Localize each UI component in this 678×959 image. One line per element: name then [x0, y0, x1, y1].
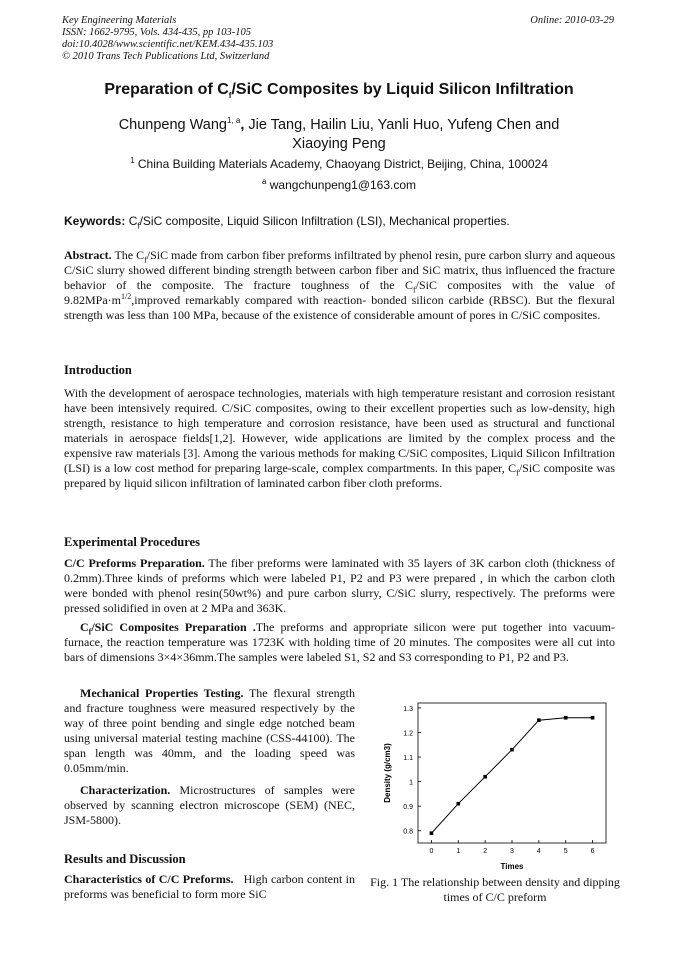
x-tick-label: 0: [429, 848, 434, 855]
abstract-label: Abstract.: [64, 248, 112, 262]
data-point: [483, 775, 487, 779]
affiliation-text: China Building Materials Academy, Chaoyang District, Beijing, China, 100024: [137, 157, 548, 171]
density-chart: [368, 695, 618, 875]
data-point: [564, 716, 568, 720]
cc-preforms-label: C/C Preforms Preparation.: [64, 556, 205, 570]
mechanical-testing-label: Mechanical Properties Testing.: [80, 686, 244, 700]
y-tick-label: 1.1: [403, 755, 413, 763]
characterization-paragraph: [64, 783, 355, 828]
mechanical-testing-text: The flexural strength and fracture toughness were measured respectively by the way of three point bending and single edge notched beam using universal material testing machine (CSS-44100). The span length was 40mm, and the loading speed was 0.05mm/min.: [64, 686, 355, 775]
doi-line: doi:10.4028/www.scientific.net/KEM.434-435.103: [62, 39, 274, 50]
series-line: [431, 718, 592, 833]
experimental-heading: Experimental Procedures: [64, 535, 200, 549]
cc-characteristics-paragraph: [64, 872, 355, 902]
plot-frame: [418, 703, 606, 843]
paper-title: Preparation of $C_f$/SiC Composites by Liquid Silicon Infiltration: [104, 81, 574, 101]
y-axis-label: Density (g/cm3): [383, 743, 392, 803]
cc-preforms-text: The fiber preforms were laminated with 35 layers of 3K carbon cloth (thickness of 0.2mm).Three kinds of preforms which were labeled P1, P2 and P3 were prepared , in which the carbon cloth were bonded with phenol resin(50wt%) and pure carbon slurry, C/SiC slurry, respectively. The preforms were pressed solidified in oven at 2 MPa and 363K.: [64, 556, 615, 615]
y-tick-label: 0.9: [403, 804, 413, 812]
keywords-label: Keywords:: [64, 214, 126, 228]
cfsic-paragraph: $C_f$/SiC Composites Preparation .The preforms and appropriate silicon were put together into vacuum-furnace, the reaction temperature was 1723K with holding time of 20 minutes. The composites were all cut into bars of dimensions 3×4×36mm.The samples were labeled S1, S2 and S3 corresponding to P1, P2 and P3.: [64, 620, 615, 664]
intro-paragraph: With the development of aerospace technologies, materials with high temperature resistant and corrosion resistant have been intensively required. C/SiC composites, owing to their excellent properties such as low-density, high strength, resistance to high temperature and corrosion resistance, have been used as structural and functional materials in aerospace fields[1,2]. However, wide applications are limited by the complex process and the expensive raw materials [3]. Among the various methods for making C/SiC composites, Liquid Silicon Infiltration (LSI) is a low cost method for preparing large-scale, complex compartments. In this paper, $C_f$/SiC composite was prepared by liquid silicon infiltration of laminated carbon fiber cloth preforms.: [64, 386, 615, 490]
data-point: [537, 718, 541, 722]
results-heading: Results and Discussion: [64, 852, 186, 866]
data-point: [456, 802, 460, 806]
x-tick-label: 3: [510, 848, 514, 855]
journal-header: [62, 15, 273, 63]
x-axis-label: Times: [500, 862, 524, 871]
abstract: Abstract. The $C_f$/SiC made from carbon fiber preforms infiltrated by phenol resin, pure carbon slurry and aqueous C/SiC slurry showed different binding strength between carbon fiber and SiC matrix, thus influenced the fracture behavior of the composite. The fracture toughness of the $C_f$/SiC composites with the value of $9.82MPa\cdot m^{1/2},improved$ remarkably compared with reaction- bonded silicon carbide (RBSC). But the flexural strength was less than 100 MPa, because of the existence of considerable amount of pores in C/SiC composites.: [64, 248, 615, 322]
y-tick-label: 1: [409, 779, 413, 787]
keywords: Keywords: $C_f$/SiC composite, Liquid Silicon Infiltration (LSI), Mechanical properties.: [64, 214, 510, 231]
online-date: Online: 2010-03-29: [530, 15, 614, 26]
author-list: Chunpeng Wang$^{1, a}$, Jie Tang, Hailin Liu, Yanli Huo, Yufeng Chen and Xiaoying Peng: [118, 116, 560, 152]
intro-heading: Introduction: [64, 363, 132, 377]
x-tick-label: 1: [456, 848, 461, 855]
email: $^a$ wangchunpeng1@163.com: [261, 177, 417, 192]
y-tick-label: 1.2: [403, 730, 413, 738]
x-tick-label: 2: [483, 848, 488, 855]
x-tick-label: 5: [563, 848, 568, 855]
affiliation: $^1$ China Building Materials Academy, Chaoyang District, Beijing, China, 100024: [130, 156, 548, 171]
copyright-line: © 2010 Trans Tech Publications Ltd, Switzerland: [62, 51, 270, 62]
data-point: [591, 716, 595, 720]
journal-name: Key Engineering Materials: [62, 15, 177, 26]
figure-caption: Fig. 1 The relationship between density and dipping times of C/C preform: [370, 875, 620, 904]
x-tick-label: 4: [536, 848, 541, 855]
cc-preforms-paragraph: [64, 556, 615, 616]
characterization-text: Microstructures of samples were observed by scanning electron microscope (SEM) (NEC, JSM-5800).: [64, 783, 355, 827]
cc-characteristics-text: High carbon content in preforms was beneficial to form more SiC: [64, 872, 356, 901]
characterization-label: Characterization.: [80, 783, 171, 797]
y-tick-label: 1.3: [403, 705, 413, 713]
issn-line: ISSN: 1662-9795, Vols. 434-435, pp 103-105: [62, 27, 251, 38]
mechanical-testing-paragraph: [64, 686, 355, 776]
cc-characteristics-label: Characteristics of C/C Preforms.: [64, 872, 234, 886]
data-point: [430, 831, 434, 835]
y-tick-label: 0.8: [403, 828, 413, 836]
email-text: wangchunpeng1@163.com: [269, 178, 417, 192]
data-point: [510, 748, 514, 752]
x-tick-label: 6: [590, 848, 595, 855]
